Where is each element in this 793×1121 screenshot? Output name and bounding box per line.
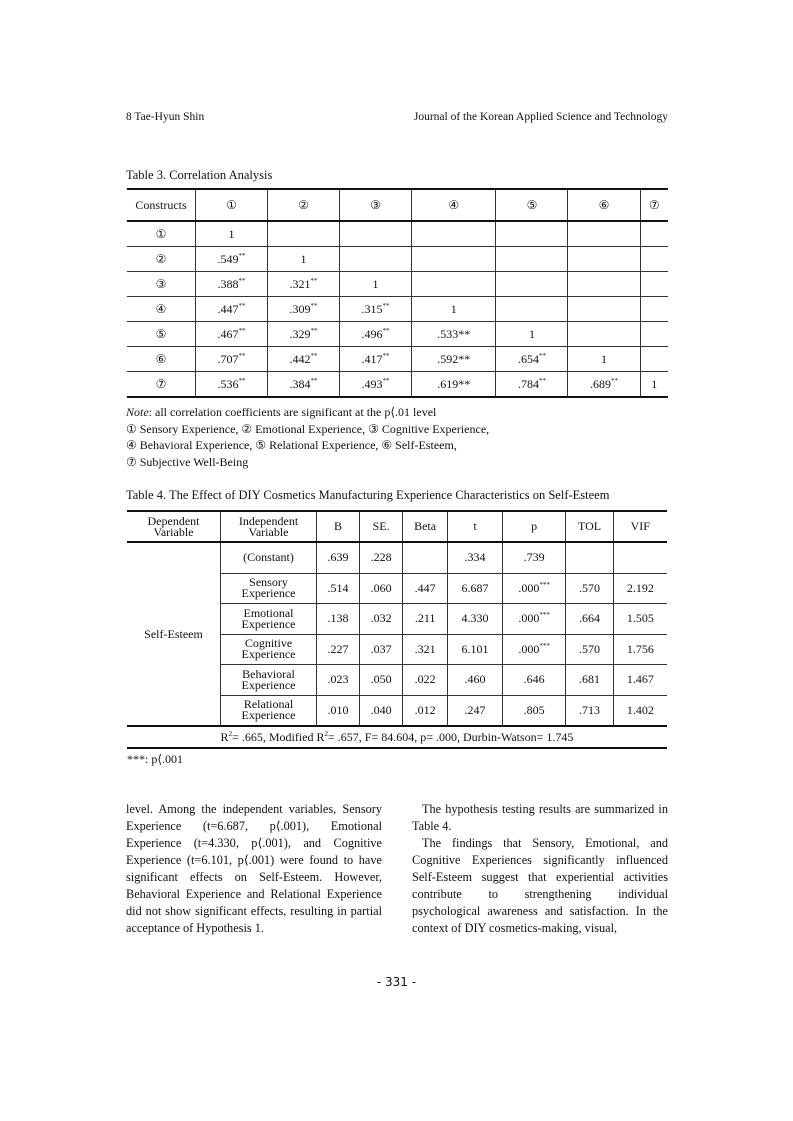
correlation-cell [268,347,340,372]
value-beta [403,542,448,573]
value-b: .639 [317,542,360,573]
correlation-cell [568,272,640,297]
model-summary-row [127,726,667,748]
page-number: - 331 - [376,975,417,989]
significance-mark: ** [310,351,318,360]
header-independent-variable: Independent Variable [221,511,317,542]
correlation-cell [268,221,340,247]
column-header: ⑤ [496,189,568,221]
correlation-cell [412,297,496,322]
correlation-cell [412,221,496,247]
correlation-cell [196,372,268,398]
header-t: t [448,511,503,542]
row-label: ② [127,247,196,272]
correlation-cell [340,272,412,297]
correlation-cell [196,272,268,297]
value-se: .032 [360,604,403,635]
value-se: .050 [360,665,403,696]
significance-mark: ** [238,376,246,385]
table-row [127,297,668,322]
correlation-cell [196,322,268,347]
cell-value: .533** [437,326,471,341]
cell-value: .315 [361,301,383,316]
regression-table [127,510,667,749]
row-label: ④ [127,297,196,322]
correlation-cell [268,272,340,297]
independent-variable [221,573,317,604]
cell-value: 1 [450,301,457,316]
value-t: .334 [448,542,503,573]
p-value: .739 [523,550,545,565]
model-summary: $R^2= .665$, Modified $R^2= .657$, F= 84.604, p= .000, Durbin-Watson= 1.745 [127,726,667,748]
correlation-cell [268,297,340,322]
column-header: ③ [340,189,412,221]
value-b: .227 [317,634,360,665]
row-label: ⑦ [127,372,196,398]
value-t: .247 [448,695,503,726]
header-beta: Beta [403,511,448,542]
significance-mark: ** [310,301,318,310]
iv-line: Experience [241,647,296,662]
p-value: .000 [518,641,540,656]
header-tol: TOL [566,511,613,542]
table-row [127,372,668,398]
correlation-cell [640,221,668,247]
significance-mark: ** [310,276,318,285]
correlation-cell [640,347,668,372]
independent-variable [221,604,317,635]
correlation-cell [640,247,668,272]
significance-mark: ** [310,376,318,385]
significance-mark: ** [538,351,546,360]
correlation-cell [340,297,412,322]
cell-value: .309 [289,301,311,316]
value-t: 6.687 [448,573,503,604]
correlation-cell [496,247,568,272]
significance-mark: *** [539,611,550,620]
cell-value: 1 [528,326,535,341]
value-vif [613,542,667,573]
significance-mark: ** [238,276,246,285]
cell-value: .536 [217,376,239,391]
column-header: ④ [412,189,496,221]
paragraph: The findings that Sensory, Emotional, and Cognitive Experiences significantly influenced Self-Esteem suggest that experiential activities contribute to strengthening individual psychological awareness and satisfaction. In the context of DIY cosmetics-making, visual, [412,836,668,935]
value-t: .460 [448,665,503,696]
column-header: ⑥ [568,189,640,221]
value-tol [566,542,613,573]
value-tol: .713 [566,695,613,726]
cell-value: .592** [437,351,471,366]
significance-note: ***: p⟨.001 [127,752,184,766]
note-line [126,404,489,421]
correlation-cell [496,221,568,247]
significance-mark: ** [382,376,390,385]
table-row [127,247,668,272]
value-p [502,695,566,726]
table3-header-row [127,189,668,221]
note-label: Note [126,405,149,419]
significance-mark: ** [238,251,246,260]
correlation-cell [340,322,412,347]
table-row [127,272,668,297]
correlation-cell [268,322,340,347]
body-column-right [412,801,668,937]
value-tol: .681 [566,665,613,696]
correlation-cell [568,372,640,398]
correlation-cell [640,272,668,297]
value-se: .037 [360,634,403,665]
correlation-cell [412,347,496,372]
correlation-cell [196,347,268,372]
cell-value: .496 [361,326,383,341]
cell-value: 1 [372,276,379,291]
row-label: ① [127,221,196,247]
iv-line: Behavioral [242,666,295,681]
correlation-cell [496,272,568,297]
table4-header-row [127,511,667,542]
row-label: ③ [127,272,196,297]
significance-mark: *** [539,580,550,589]
running-head-right: Journal of the Korean Applied Science and Technology [413,111,668,123]
table4-caption: Table 4. The Effect of DIY Cosmetics Manufacturing Experience Characteristics on Self-Esteem [126,488,610,502]
table-row [127,221,668,247]
correlation-cell [568,297,640,322]
significance-mark: ** [238,301,246,310]
iv-line: (Constant) [243,550,294,565]
correlation-cell [568,247,640,272]
correlation-cell [340,372,412,398]
correlation-cell [412,322,496,347]
correlation-cell [412,247,496,272]
header-se: SE. [360,511,403,542]
correlation-cell [640,372,668,398]
independent-variable [221,634,317,665]
correlation-cell [196,297,268,322]
p-value: .646 [523,672,545,687]
cell-value: .493 [361,376,383,391]
value-se: .228 [360,542,403,573]
value-b: .010 [317,695,360,726]
iv-line: Emotional [243,605,294,620]
value-beta: .022 [403,665,448,696]
correlation-cell [196,221,268,247]
correlation-cell [340,347,412,372]
value-p [502,634,566,665]
significance-mark: ** [538,376,546,385]
cell-value: .784 [517,376,539,391]
value-t: 4.330 [448,604,503,635]
cell-value: .447 [217,301,239,316]
significance-mark: ** [382,326,390,335]
value-se: .040 [360,695,403,726]
cell-value: 1 [228,226,235,241]
paragraph: level. Among the independent variables, Sensory Experience (t=6.687, p⟨.001), Emotional Experience (t=4.330, p⟨.001), and Cognitive Experience (t=6.101, p⟨.001) were found to have significant effects on Self-Esteem. However, Behavioral Experience and Relational Experience did not show significant effects, resulting in partial acceptance of Hypothesis 1. [126,802,382,935]
correlation-cell [412,372,496,398]
value-vif: 1.756 [613,634,667,665]
paragraph: The hypothesis testing results are summarized in Table 4. [412,802,668,833]
value-b: .023 [317,665,360,696]
value-p [502,604,566,635]
column-header: ② [268,189,340,221]
cell-value: .467 [217,326,239,341]
independent-variable [221,665,317,696]
iv-line: Experience [241,677,296,692]
header-constructs: Constructs [127,189,196,221]
correlation-cell [568,347,640,372]
p-value: .000 [518,580,540,595]
correlation-cell [496,347,568,372]
table-row [127,347,668,372]
table3-caption: Table 3. Correlation Analysis [126,168,273,182]
value-tol: .570 [566,634,613,665]
correlation-cell [640,322,668,347]
table-row [127,322,668,347]
running-head-left: 8 Tae-Hyun Shin [126,111,205,123]
significance-mark: ** [310,326,318,335]
column-header: ⑦ [640,189,668,221]
value-b: .138 [317,604,360,635]
iv-line: Cognitive [244,636,293,651]
correlation-cell [496,297,568,322]
cell-value: .329 [289,326,311,341]
iv-line: Experience [241,708,296,723]
header-p: p [502,511,566,542]
cell-value: .654 [517,351,539,366]
value-vif: 1.505 [613,604,667,635]
value-vif: 1.467 [613,665,667,696]
cell-value: .707 [217,351,239,366]
table-row [127,542,667,573]
significance-mark: ** [238,326,246,335]
table3-notes [126,404,489,470]
value-beta: .321 [403,634,448,665]
p-value: .000 [518,611,540,626]
header-vif: VIF [613,511,667,542]
value-p [502,542,566,573]
correlation-cell [268,372,340,398]
correlation-cell [496,372,568,398]
cell-value: .619** [437,376,471,391]
body-column-left [126,801,382,937]
value-b: .514 [317,573,360,604]
row-label: ⑤ [127,322,196,347]
independent-variable [221,542,317,573]
value-p [502,665,566,696]
value-vif: 1.402 [613,695,667,726]
correlation-cell [640,297,668,322]
cell-value: .689 [589,376,611,391]
value-beta: .012 [403,695,448,726]
cell-value: .417 [361,351,383,366]
iv-line: Sensory [249,575,288,590]
row-label: ⑥ [127,347,196,372]
note-text: : all correlation coefficients are significant at the p⟨.01 level [148,405,437,419]
legend-line-1: ① Sensory Experience, ② Emotional Experience, ③ Cognitive Experience, [126,421,490,436]
column-header: ① [196,189,268,221]
header-dependent-variable: Dependent Variable [127,511,221,542]
cell-value: .388 [217,276,239,291]
cell-value: 1 [300,251,307,266]
correlation-cell [196,247,268,272]
header-b: B [317,511,360,542]
value-se: .060 [360,573,403,604]
significance-mark: ** [382,301,390,310]
correlation-cell [268,247,340,272]
correlation-table [127,188,668,398]
correlation-cell [340,247,412,272]
significance-mark: ** [238,351,246,360]
value-t: 6.101 [448,634,503,665]
correlation-cell [568,322,640,347]
correlation-cell [340,221,412,247]
significance-mark: *** [539,641,550,650]
correlation-cell [412,272,496,297]
significance-mark: ** [382,351,390,360]
cell-value: .442 [289,351,311,366]
value-beta: .447 [403,573,448,604]
value-beta: .211 [403,604,448,635]
independent-variable [221,695,317,726]
p-value: .805 [523,702,545,717]
cell-value: 1 [600,351,607,366]
iv-line: Experience [241,586,296,601]
cell-value: .549 [217,251,239,266]
iv-line: Experience [241,616,296,631]
cell-value: .321 [289,276,311,291]
cell-value: 1 [651,376,658,391]
value-vif: 2.192 [613,573,667,604]
value-p [502,573,566,604]
legend-line-3: ⑦ Subjective Well-Being [126,454,249,469]
dependent-variable: Self-Esteem [127,542,221,726]
correlation-cell [496,322,568,347]
significance-mark: ** [610,376,618,385]
legend-line-2: ④ Behavioral Experience, ⑤ Relational Experience, ⑥ Self-Esteem, [126,438,457,452]
iv-line: Relational [243,697,294,712]
value-tol: .570 [566,573,613,604]
correlation-cell [568,221,640,247]
cell-value: .384 [289,376,311,391]
value-tol: .664 [566,604,613,635]
